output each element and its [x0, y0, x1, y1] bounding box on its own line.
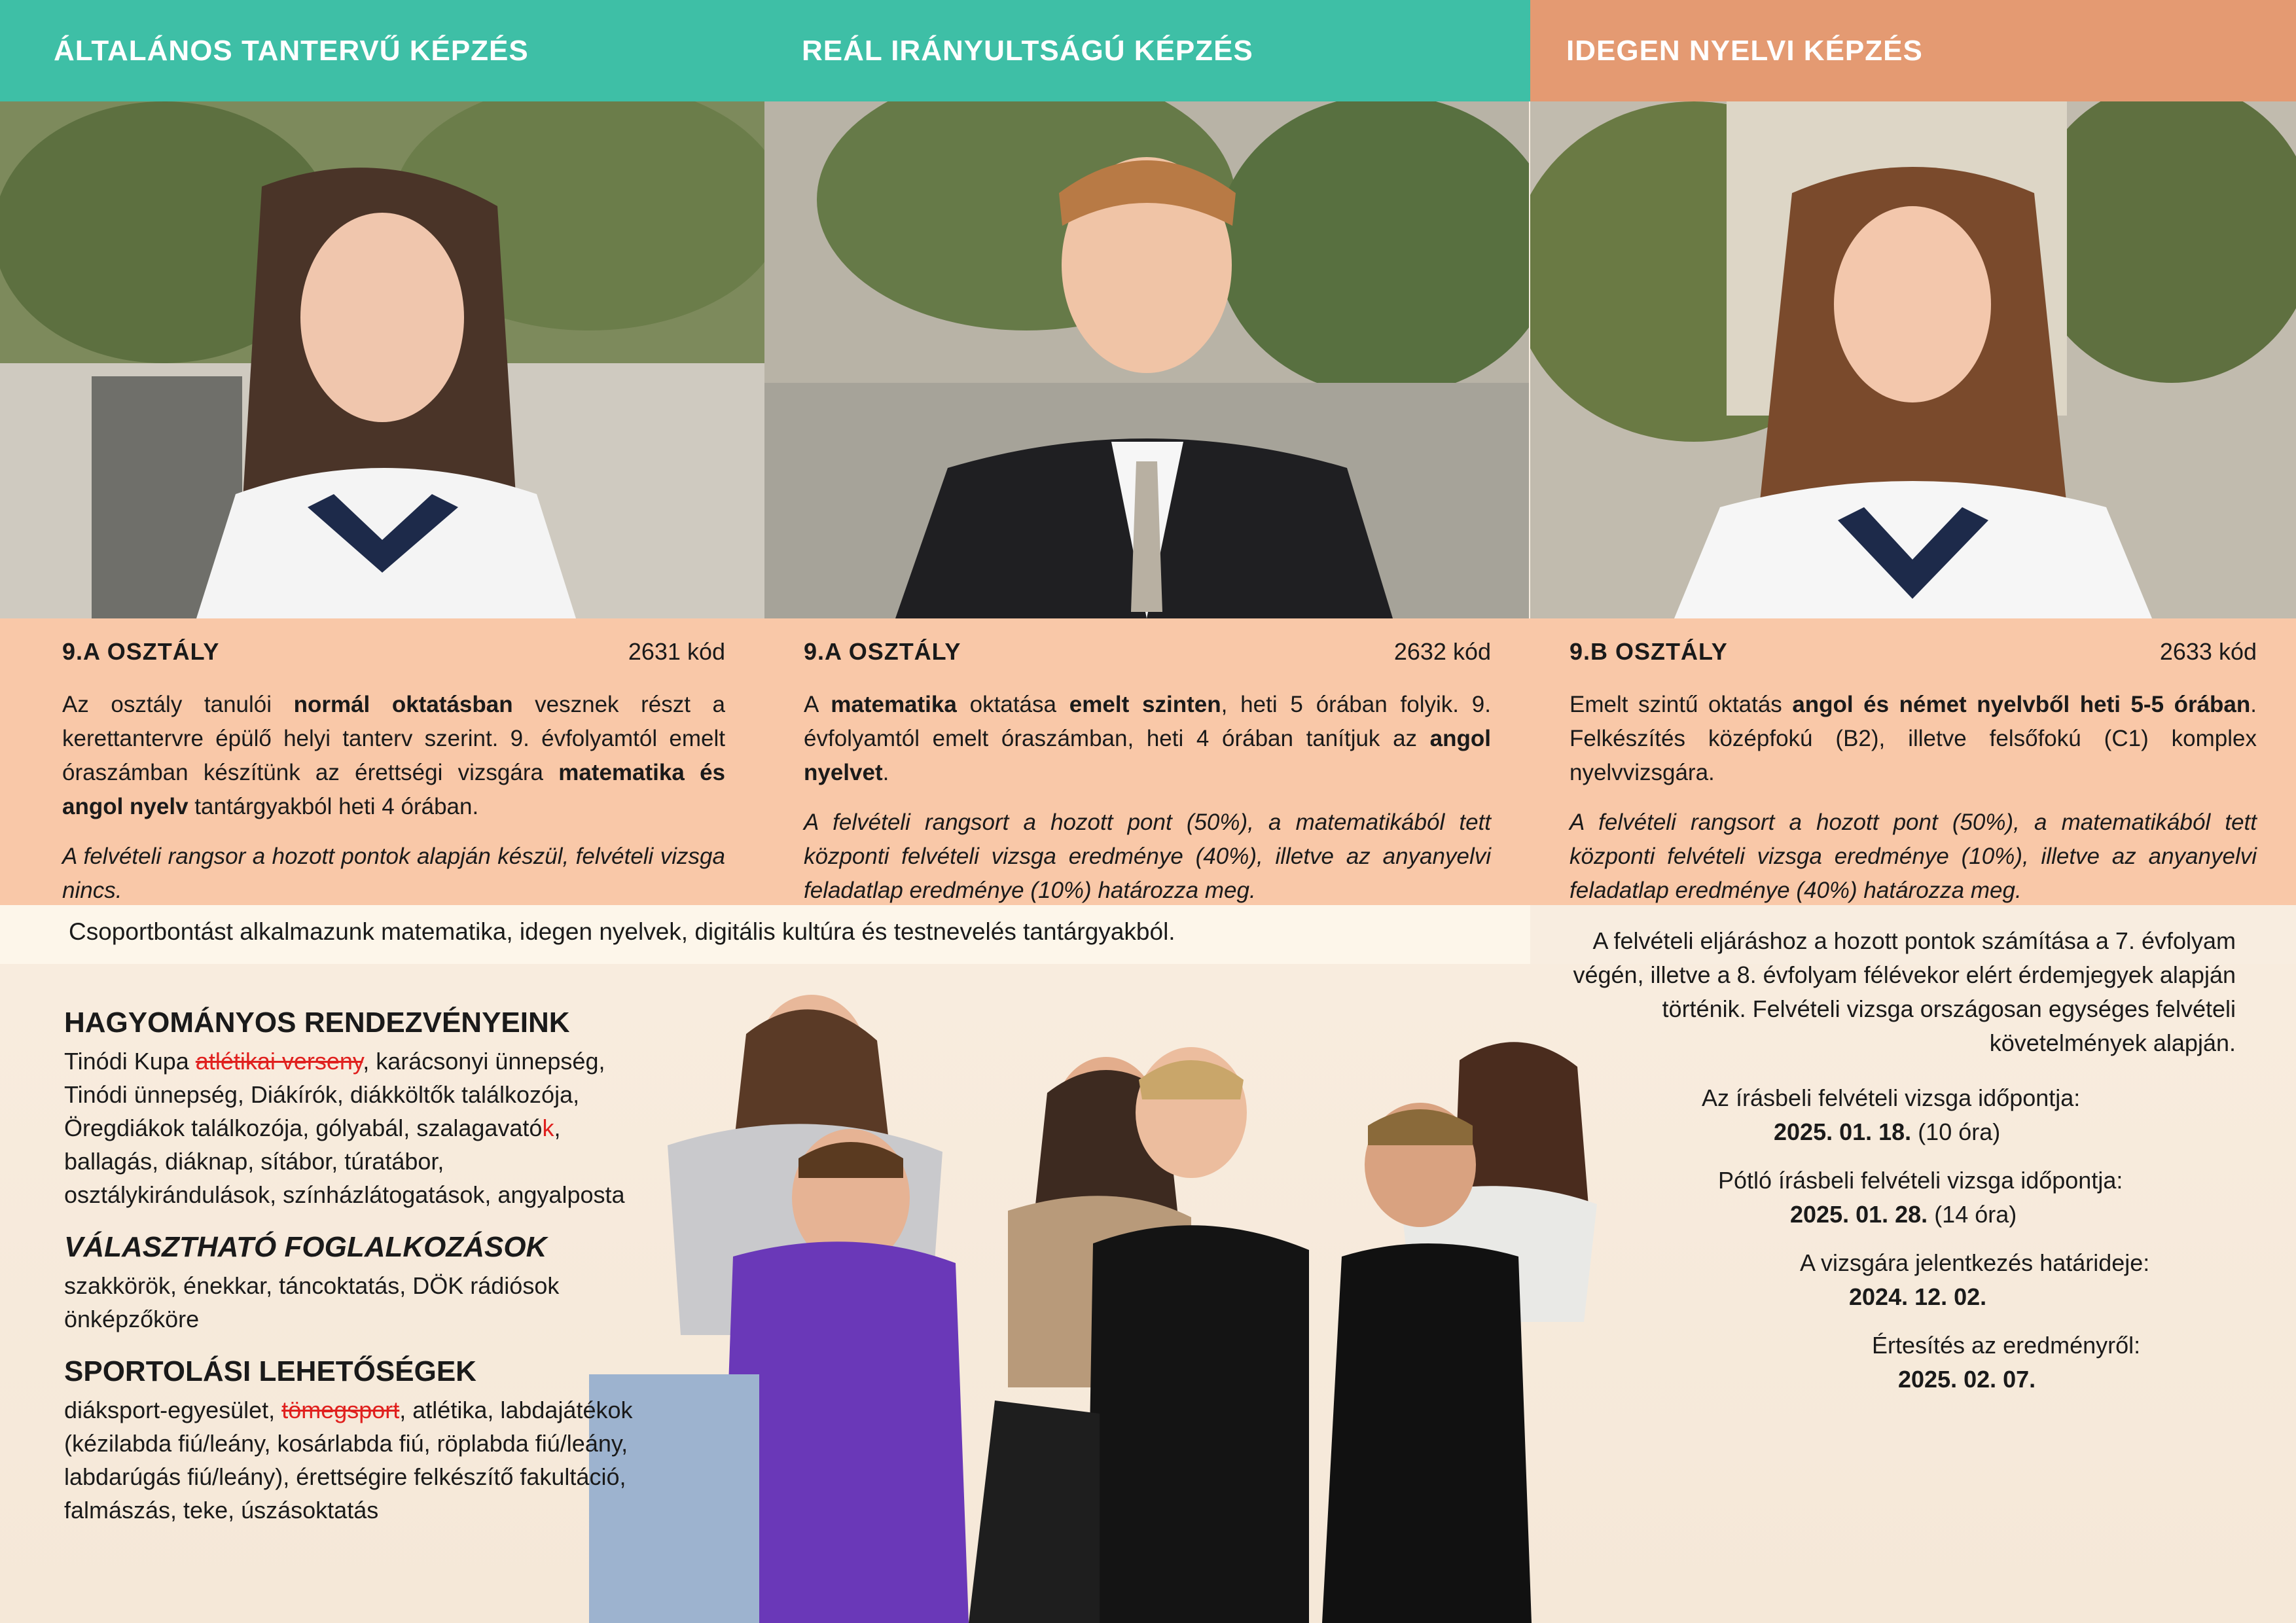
optional-title: VÁLASZTHATÓ FOGLALKOZÁSOK	[64, 1231, 547, 1263]
program-description: Az osztály tanulói normál oktatásban vesznek részt a kerettantervre épülő helyi tanterv szerint. 9. évfolyamtól emelt óraszámban készítünk az érettségi vizsgára matematika és angol nyelv tantárgyakból heti 4 órában.	[62, 692, 725, 819]
program-description: Emelt szintű oktatás angol és német nyelvből heti 5-5 órában. Felkészítés középfokú (B2), illetve felsőfokú (C1) komplex nyelvvizsgára.	[1570, 692, 2257, 785]
activities-section	[64, 1007, 653, 1546]
header-language: IDEGEN NYELVI KÉPZÉS	[1566, 34, 1923, 67]
program-code: 2631 kód	[628, 638, 725, 665]
header-general: ÁLTALÁNOS TANTERVŰ KÉPZÉS	[54, 34, 529, 67]
optional-list: szakkörök, énekkar, táncoktatás, DÖK rádiósok önképzőköre	[64, 1272, 560, 1332]
group-note: Csoportbontást alkalmazunk matematika, idegen nyelvek, digitális kultúra és testnevelés tantárgyakból.	[0, 905, 1530, 964]
class-name: 9.A OSZTÁLY	[62, 638, 220, 665]
class-name: 9.B OSZTÁLY	[1570, 638, 1728, 665]
program-panel-science	[764, 618, 1530, 905]
admission-info: A felvételi eljáráshoz a hozott pontok számítása a 7. évfolyam végén, illetve a 8. évfolyam félévekor elért érdemjegyek alapján történik. Felvételi vizsga országosan egységes felvételi követelmények alapján.	[1573, 927, 2236, 1056]
admission-rule: A felvételi rangsort a hozott pont (50%), a matematikából tett központi felvételi vizsga eredménye (10%), illetve az anyanyelvi feladatlap eredménye (40%) határozza meg.	[1570, 810, 2257, 903]
sports-list: diáksport-egyesület, tömegsport, atlétika, labdajátékok (kézilabda fiú/leány, kosárlabda fiú, röplabda fiú/leány, labdarúgás fiú/leány), érettségire felkészítő fakultáció, falmászás, teke, úszásoktatás	[64, 1397, 633, 1524]
header-science: REÁL IRÁNYULTSÁGÚ KÉPZÉS	[802, 34, 1253, 67]
exam-dates	[1702, 1081, 2238, 1411]
program-code: 2633 kód	[2159, 638, 2257, 665]
date-row: Az írásbeli felvételi vizsga időpontja: 2025. 01. 18. (10 óra)	[1702, 1084, 2081, 1145]
events-title: HAGYOMÁNYOS RENDEZVÉNYEINK	[64, 1007, 570, 1039]
header-bar-orange	[1530, 0, 2296, 101]
program-code: 2632 kód	[1393, 638, 1491, 665]
events-list: Tinódi Kupa atlétikai verseny, karácsonyi ünnepség, Tinódi ünnepség, Diákírók, diákköltők találkozója, Öregdiákok találkozója, gólyabál, szalagavatók, ballagás, diáknap, sítábor, túratábor, osztálykirándulások, színházlátogatások, angyalposta	[64, 1048, 625, 1208]
class-name: 9.A OSZTÁLY	[804, 638, 961, 665]
sports-title: SPORTOLÁSI LEHETŐSÉGEK	[64, 1355, 476, 1387]
program-description: A matematika oktatása emelt szinten, heti 5 órában folyik. 9. évfolyamtól emelt óraszámban, heti 4 órában tanítjuk az angol nyelvet.	[804, 692, 1491, 785]
student-photo-girl-2	[1530, 101, 2296, 618]
date-row: Pótló írásbeli felvételi vizsga időpontja: 2025. 01. 28. (14 óra)	[1718, 1167, 2123, 1228]
admission-rule: A felvételi rangsor a hozott pontok alapján készül, felvételi vizsga nincs.	[62, 844, 725, 903]
admission-rule: A felvételi rangsort a hozott pont (50%), a matematikából tett központi felvételi vizsga eredménye (40%), illetve az anyanyelvi feladatlap eredménye (10%) határozza meg.	[804, 810, 1491, 903]
program-panel-general	[0, 618, 764, 905]
group-photo-teens	[537, 982, 1715, 1623]
program-panel-language	[1530, 618, 2296, 905]
date-row: A vizsgára jelentkezés határideje: 2024. 12. 02.	[1800, 1249, 2150, 1310]
header-bar-green	[0, 0, 1530, 101]
date-row: Értesítés az eredményről: 2025. 02. 07.	[1872, 1332, 2141, 1393]
student-photo-girl-1	[0, 101, 764, 618]
student-photo-boy	[764, 101, 1529, 618]
